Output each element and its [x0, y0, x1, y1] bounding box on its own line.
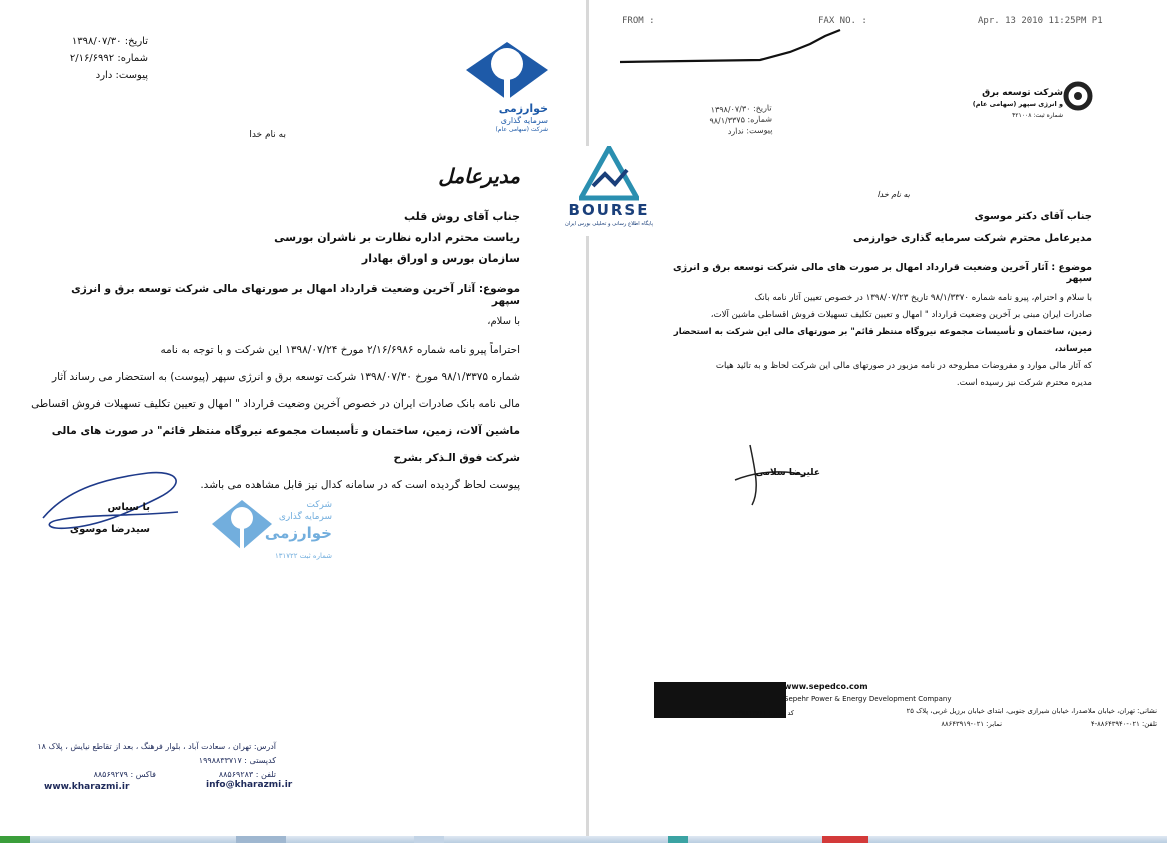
right-body-line-1: با سلام و احترام، پیرو نامه شماره ۹۸/۱/۳۳۷۰ تاریخ ۱۳۹۸/۰۷/۲۳ در خصوص تعیین آثار نامه بانک	[754, 293, 1092, 303]
right-recipient-line-1: جناب آقای دکتر موسوی	[974, 211, 1092, 222]
recipient-line-3: سازمان بورس و اوراق بهادار	[361, 252, 520, 265]
right-recipient-block	[792, 206, 1092, 250]
company-stamp	[208, 494, 338, 572]
stamp-line-4: شماره ثبت ۱۳۱۷۲۲	[274, 552, 332, 560]
kharazmi-logo-line3: شرکت (سهامی عام)	[495, 126, 548, 133]
sepehr-logo-line2: و انرژی سپهر (سهامی عام)	[972, 100, 1063, 108]
body-line-5: پیوست لحاظ گردیده است که در سامانه کدال نیز قابل مشاهده می باشد.	[200, 479, 520, 491]
right-letter-date: تاریخ: ۱۳۹۸/۰۷/۳۰	[710, 103, 772, 115]
closing: با سپاس	[107, 502, 150, 513]
right-body-line-5: مدیره محترم شرکت نیز رسیده است.	[956, 378, 1092, 388]
body-line-1: احتراماً پیرو نامه شماره ۲/۱۶/۶۹۸۶ مورخ ۱۳۹۸/۰۷/۲۴ این شرکت و با توجه به نامه	[160, 344, 520, 356]
bourse-wordmark: BOURSE	[568, 201, 650, 219]
right-body-line-3: زمین، ساختمان و تأسیسات مجموعه نیروگاه منتظر قائم" بر صورتهای مالی این شرکت به استحضار میرساند،	[673, 327, 1092, 354]
right-header-meta	[681, 102, 772, 138]
sepehr-fax: نمابر: ۰۲۱-۸۸۶۴۳۹۱۹	[941, 720, 1002, 728]
right-basmala: به نام خدا	[877, 190, 910, 199]
sepehr-company-en: Sepehr Power & Energy Development Company	[784, 695, 952, 703]
greeting: با سلام،	[487, 316, 520, 327]
right-body-line-4: که آثار مالی موارد و مفروضات مطروحه در نامه مزبور در صورتهای مالی این شرکت لحاظ و به تائید هیات	[715, 361, 1092, 371]
start-button[interactable]	[0, 836, 30, 843]
basmala: به نام خدا	[249, 130, 286, 140]
letter-header-meta	[8, 33, 148, 84]
taskbar-item[interactable]	[668, 836, 688, 843]
letter-number: شماره: ۲/۱۶/۶۹۹۲	[69, 53, 148, 64]
sepehr-website[interactable]: www.sepedco.com	[784, 682, 868, 691]
letter-subject: موضوع: آثار آخرین وضعیت قرارداد امهال بر صورتهای مالی شرکت توسعه برق و انرژی سپهر	[71, 283, 520, 307]
right-letter-attachment: پیوست: ندارد	[727, 125, 773, 136]
fax-timestamp: Apr. 13 2010 11:25PM P1	[978, 16, 1103, 26]
page-divider	[586, 0, 589, 836]
stamp-line-3: خوارزمی	[264, 524, 332, 542]
sepehr-logo-icon	[1063, 78, 1093, 114]
footer-email[interactable]: info@kharazmi.ir	[206, 780, 293, 790]
left-letter-page	[0, 0, 586, 836]
stamp-line-2: سرمایه گذاری	[278, 512, 332, 522]
right-letter-page	[590, 0, 1167, 836]
footer-phone: تلفن : ۸۸۵۶۹۲۸۳	[218, 770, 276, 779]
right-letter-subject: موضوع : آثار آخرین وضعیت قرارداد امهال بر صورت های مالی شرکت توسعه برق و انرژی سپهر	[672, 262, 1092, 284]
footer-fax: فاکس : ۸۸۵۶۹۲۷۹	[93, 770, 156, 779]
footer-postal: کدپستی : ۱۹۹۸۸۳۳۷۱۷	[198, 756, 276, 765]
taskbar-item[interactable]	[822, 836, 868, 843]
right-recipient-line-2: مدیرعامل محترم شرکت سرمایه گذاری خوارزمی	[852, 233, 1092, 244]
sepehr-postal: کد پستی: ۱۴۳۵۸۱۴۶۶۱	[731, 709, 794, 717]
footer-website[interactable]: www.kharazmi.ir	[44, 782, 130, 792]
letter-attachment: پیوست: دارد	[95, 70, 148, 81]
letter-date: تاریخ: ۱۳۹۸/۰۷/۳۰	[71, 36, 148, 47]
bourse-logo-icon	[579, 146, 639, 202]
kharazmi-logo	[462, 40, 552, 135]
fax-number: FAX NO. :	[818, 16, 867, 26]
body-line-4: ماشین آلات، زمین، ساختمان و تأسیسات مجموعه نیروگاه منتظر قائم" در صورت های مالی شرکت فوق الـذکر بشرح	[51, 425, 520, 464]
right-body-line-2: صادرات ایران مبنی بر آخرین وضعیت قرارداد " امهال و تعیین تکلیف تسهیلات فروش اقساطی ماشین آلات،	[710, 310, 1092, 320]
redaction-stroke	[610, 24, 850, 68]
taskbar-item[interactable]	[236, 836, 286, 843]
sepehr-phone: تلفن: ۰۲۱-۸۸۶۴۳۹۴۰-۴	[1091, 720, 1157, 728]
recipient-line-2: ریاست محترم اداره نظارت بر ناشران بورسی	[274, 231, 520, 244]
footer-address: آدرس: تهران ، سعادت آباد ، بلوار فرهنگ ، بعد از تقاطع نیایش ، پلاک ۱۸	[37, 742, 276, 751]
kharazmi-logo-line2: سرمایه گذاری	[500, 116, 548, 125]
kharazmi-logo-icon	[462, 40, 552, 104]
recipient-block	[120, 206, 520, 269]
sepehr-logo-name: شرکت توسعه برق	[982, 88, 1063, 98]
signer-name: سیدرضا موسوی	[69, 524, 150, 535]
right-signer-name: علیرضا سلامی	[755, 468, 820, 478]
ceo-title: مدیرعامل	[438, 164, 520, 188]
bourse-watermark	[554, 146, 664, 236]
body-line-2: شماره ۹۸/۱/۳۳۷۵ مورخ ۱۳۹۸/۰۷/۳۰ شرکت توسعه برق و انرژی سپهر (پیوست) به استحضار می رساند آثار	[52, 371, 520, 383]
kharazmi-logo-name: خوارزمی	[498, 102, 548, 115]
taskbar-item[interactable]	[414, 836, 444, 843]
sepehr-address: نشانی: تهران، خیابان ملاصدرا، خیابان شیرازی جنوبی، ابتدای خیابان برزیل غربی، پلاک ۲۵	[906, 707, 1157, 715]
right-letter-number: شماره: ۹۸/۱/۳۳۷۵	[709, 114, 773, 126]
sepehr-logo	[968, 78, 1093, 134]
sepehr-logo-line3: شماره ثبت: ۴۲۱۰۰۸	[1012, 112, 1063, 119]
body-line-3: مالی نامه بانک صادرات ایران در خصوص آخرین وضعیت قرارداد " امهال و تعیین تکلیف تسهیلات فروش اقساطی	[31, 398, 520, 410]
recipient-line-1: جناب آقای روش قلب	[404, 210, 520, 223]
fax-from: FROM :	[622, 16, 655, 26]
bourse-tagline: پایگاه اطلاع رسانی و تحلیلی بورس ایران	[564, 221, 654, 227]
stamp-line-1: شرکت	[306, 500, 332, 510]
right-letter-body	[652, 290, 1092, 392]
taskbar-strip	[0, 836, 1167, 843]
